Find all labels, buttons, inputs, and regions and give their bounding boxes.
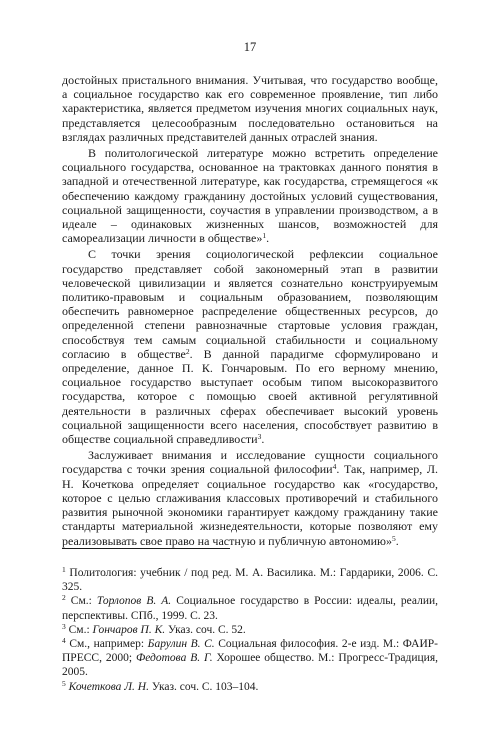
- paragraph-4: Заслуживает внимания и исследование сущности социального государства с точки зрения социальной философии$^4$. Так, например, Л. Н. Кочеткова определяет социальное государство как «государство, которое с целью сглаживания классовых противоречий и стабильного развития рыночной экономики гарантирует каждому гражданину такие стандарты материальной жизнедеятельности, которые позволяют ему реализовывать свое право на частную и публичную автономию»$^5$.: [62, 448, 439, 548]
- paragraph-1: достойных пристального внимания. Учитывая, что государство вообще, а социальное государство как его современное проявление, тип либо характеристика, является предметом изучения многих социальных наук, представляется целесообразным последовательно остановиться на взглядах различных представителей данных отраслей знания.: [62, 73, 438, 144]
- footnote-separator: [62, 548, 230, 549]
- footnote-1: $^1$ Политология: учебник / под ред. М. А. Василика. М.: Гардарики, 2006. С. 325.: [62, 565, 438, 594]
- paragraph-2: В политологической литературе можно встретить определение социального государства, основанное на трактовках данного понятия в западной и отечественной литературе, как государства, стремящегося «к обеспечению каждому гражданину достойных условий существования, социальной защищенности, соучастия в управлении производством, а в идеале – одинаковых жизненных шансов, возможностей для самореализации личности в обществе»$^1$.: [62, 146, 438, 246]
- footnote-ref-3[interactable]: 3: [257, 432, 262, 442]
- footnote-ref-2[interactable]: 2: [185, 346, 190, 356]
- footnote-ref-5[interactable]: 5: [392, 533, 396, 543]
- page-number: 17: [243, 40, 257, 54]
- footnote-ref-4[interactable]: 4: [332, 462, 337, 472]
- footnote-4: $^4$ См., например: Барулин В. С. Социальная философия. 2-е изд. М.: ФАИР-ПРЕСС, 2000; Федотова В. Г. Хорошее общество. М.: Прогресс-Традиция, 2005.: [62, 636, 438, 679]
- footnote-3: $^3$ См.: Гончаров П. К. Указ. соч. С. 52.: [62, 621, 246, 636]
- footnote-2: $^2$ См.: Торлопов В. А. Социальное государство в России: идеалы, реалии, перспективы. СПб., 1999. С. 23.: [62, 593, 438, 622]
- footnote-ref-1[interactable]: 1: [262, 231, 267, 241]
- footnote-5: $^5$ Кочеткова Л. Н. Указ. соч. С. 103–104.: [62, 678, 259, 693]
- paragraph-3: С точки зрения социологической рефлексии социальное государство представляет собой закономерный этап в развитии человеческой цивилизации и является сознательно конструируемым политико-правовым и социальным образованием, позволяющим обеспечить равномерное распределение общественных ресурсов, до определенной степени равнозначные стартовые условия граждан, способствуя тем самым социальной стабильности и социальному согласию в обществе$^2$. В данной парадигме сформулировано и определение, данное П. К. Гончаровым. По его верному мнению, социальное государство выступает особым типом высокоразвитого государства, которое с помощью своей активной регулятивной деятельности в различных сферах обеспечивает высокий уровень социальной защищенности всего населения, способствует развитию в обществе социальной справедливости$^3$.: [62, 247, 438, 447]
- main-text: [62, 73, 438, 548]
- footnotes: [62, 566, 438, 694]
